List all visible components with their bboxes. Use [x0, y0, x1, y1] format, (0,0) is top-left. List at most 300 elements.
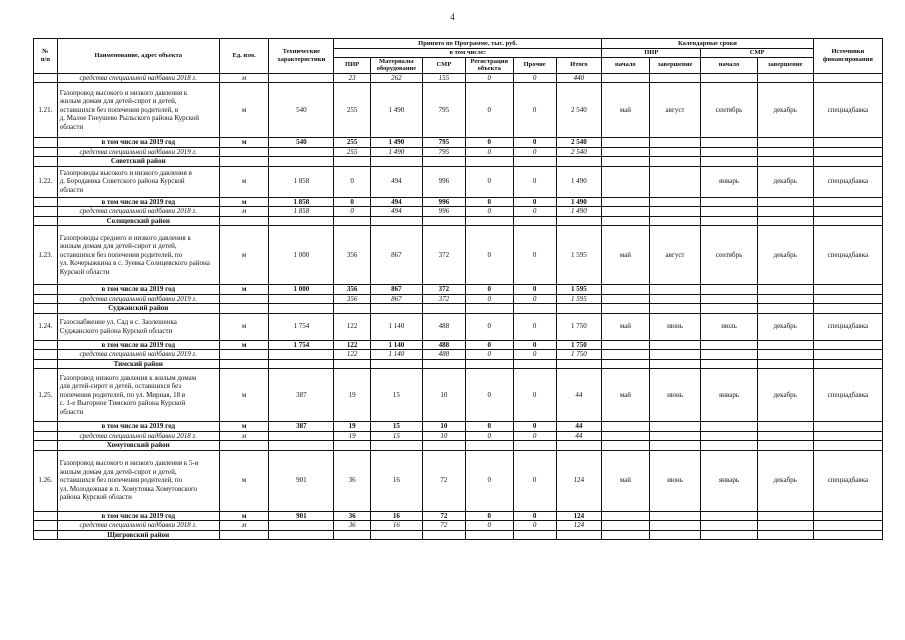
cell-empty	[34, 294, 58, 304]
object-row	[34, 166, 883, 197]
cell-empty	[422, 216, 465, 226]
subtotal-label: в том числе на 2019 год	[57, 285, 219, 295]
cell-empty	[649, 138, 701, 148]
total-value: 124	[556, 521, 601, 531]
pir-value: 122	[334, 313, 371, 340]
object-row	[34, 369, 883, 422]
col-smr-end: завершение	[757, 57, 813, 73]
pir-value: 356	[334, 294, 371, 304]
district-name: Тимский район	[57, 359, 219, 369]
cell-empty	[757, 431, 813, 441]
district-name: Щигровский район	[57, 530, 219, 540]
cell-empty	[649, 431, 701, 441]
smr-value: 10	[422, 369, 465, 422]
special-funds-row	[34, 147, 883, 157]
cell-empty	[701, 340, 757, 350]
object-row	[34, 226, 883, 285]
cell-empty	[602, 422, 650, 432]
unit: м	[219, 521, 269, 531]
cell-empty	[701, 521, 757, 531]
special-funds-label: средства специальной надбавки 2018 г.	[57, 73, 219, 83]
tech-value	[269, 147, 334, 157]
smr-value: 996	[422, 166, 465, 197]
funding-source: спецнадбавка	[813, 369, 882, 422]
unit: м	[219, 166, 269, 197]
cell-empty	[757, 340, 813, 350]
other-value: 0	[513, 511, 556, 521]
cell-empty	[466, 157, 514, 167]
col-total: Итого	[556, 57, 601, 73]
special-funds-label: средства специальной надбавки 2019 г.	[57, 147, 219, 157]
unit: м	[219, 207, 269, 217]
smr-end: декабрь	[757, 313, 813, 340]
cell-empty	[513, 441, 556, 451]
pir-start: май	[602, 450, 650, 511]
cell-empty	[649, 340, 701, 350]
cell-empty	[757, 285, 813, 295]
cell-empty	[701, 138, 757, 148]
pir-value: 356	[334, 285, 371, 295]
cell-empty	[757, 530, 813, 540]
total-value: 2 540	[556, 138, 601, 148]
cell-empty	[219, 304, 269, 314]
cell-empty	[813, 73, 882, 83]
cell-empty	[649, 285, 701, 295]
row-number: 1.26.	[34, 450, 58, 511]
total-value: 1 595	[556, 294, 601, 304]
cell-empty	[556, 216, 601, 226]
smr-value: 996	[422, 197, 465, 207]
cell-empty	[219, 359, 269, 369]
cell-empty	[602, 216, 650, 226]
cell-empty	[422, 157, 465, 167]
total-value: 124	[556, 450, 601, 511]
tech-value: 540	[269, 83, 334, 138]
smr-value: 372	[422, 226, 465, 285]
cell-empty	[813, 511, 882, 521]
reg-value: 0	[466, 313, 514, 340]
cell-empty	[602, 359, 650, 369]
special-funds-row	[34, 431, 883, 441]
smr-start: январь	[701, 166, 757, 197]
col-tech: Технические характеристики	[269, 39, 334, 74]
cell-empty	[757, 294, 813, 304]
cell-empty	[649, 521, 701, 531]
tech-value: 1 754	[269, 313, 334, 340]
cell-empty	[649, 157, 701, 167]
materials-value: 1 490	[370, 147, 422, 157]
cell-empty	[513, 359, 556, 369]
tech-value	[269, 431, 334, 441]
program-table	[33, 38, 883, 540]
cell-empty	[813, 431, 882, 441]
special-funds-row	[34, 294, 883, 304]
reg-value: 0	[466, 207, 514, 217]
materials-value: 15	[370, 369, 422, 422]
smr-start: сентябрь	[701, 226, 757, 285]
cell-empty	[701, 431, 757, 441]
total-value: 1 490	[556, 166, 601, 197]
cell-empty	[602, 431, 650, 441]
col-pir-start: начало	[602, 57, 650, 73]
cell-empty	[34, 340, 58, 350]
special-funds-label: средства специальной надбавки 2018 г.	[57, 431, 219, 441]
pir-value: 19	[334, 431, 371, 441]
unit: м	[219, 138, 269, 148]
cell-empty	[602, 350, 650, 360]
materials-value: 494	[370, 166, 422, 197]
other-value: 0	[513, 450, 556, 511]
cell-empty	[701, 207, 757, 217]
reg-value: 0	[466, 431, 514, 441]
reg-value: 0	[466, 285, 514, 295]
cell-empty	[701, 197, 757, 207]
district-name: Солнцевский район	[57, 216, 219, 226]
pir-start: май	[602, 83, 650, 138]
cell-empty	[556, 530, 601, 540]
cell-empty	[602, 285, 650, 295]
object-name: Газопроводы высокого и низкого давления в д. Бородаевка Советского района Курской области	[57, 166, 219, 197]
cell-empty	[757, 521, 813, 531]
cell-empty	[513, 304, 556, 314]
cell-empty	[34, 431, 58, 441]
smr-value: 10	[422, 431, 465, 441]
other-value: 0	[513, 431, 556, 441]
cell-empty	[269, 216, 334, 226]
col-reg: Регистрация объекта	[466, 57, 514, 73]
total-value: 1 750	[556, 340, 601, 350]
col-pir: ПИР	[334, 57, 371, 73]
cell-empty	[34, 350, 58, 360]
object-name: Газопровод высокого и низкого давления к 5-и жилым домам для детей-сирот и детей, оставшихся без попечения родителей, по ул. Молодежная в п. Хомутовка Хомутовского района Курской области	[57, 450, 219, 511]
cell-empty	[757, 157, 813, 167]
smr-value: 488	[422, 340, 465, 350]
tech-value: 1 858	[269, 166, 334, 197]
cell-empty	[701, 511, 757, 521]
materials-value: 1 140	[370, 340, 422, 350]
col-incl: в том числе:	[334, 49, 602, 58]
pir-value: 36	[334, 521, 371, 531]
object-row	[34, 313, 883, 340]
cell-empty	[649, 216, 701, 226]
special-funds-row	[34, 521, 883, 531]
cell-empty	[370, 530, 422, 540]
pir-end: июнь	[649, 450, 701, 511]
cell-empty	[701, 530, 757, 540]
col-num: № п/п	[34, 39, 58, 74]
object-row	[34, 83, 883, 138]
materials-value: 1 490	[370, 138, 422, 148]
cell-empty	[649, 294, 701, 304]
cell-empty	[34, 521, 58, 531]
smr-end: декабрь	[757, 369, 813, 422]
reg-value: 0	[466, 369, 514, 422]
cell-empty	[513, 530, 556, 540]
unit: м	[219, 422, 269, 432]
other-value: 0	[513, 226, 556, 285]
tech-value: 1 000	[269, 226, 334, 285]
reg-value: 0	[466, 511, 514, 521]
pir-value: 0	[334, 207, 371, 217]
smr-value: 72	[422, 450, 465, 511]
smr-value: 488	[422, 350, 465, 360]
pir-value: 19	[334, 422, 371, 432]
cell-empty	[334, 157, 371, 167]
cell-empty	[813, 340, 882, 350]
smr-end: декабрь	[757, 166, 813, 197]
materials-value: 15	[370, 422, 422, 432]
cell-empty	[757, 359, 813, 369]
cell-empty	[370, 441, 422, 451]
cell-empty	[34, 359, 58, 369]
object-name: Газопровод низкого давления к жилым домам для детей-сирот и детей, оставшихся без попечения родителей, по ул. Мирная, 18 в с. 1-е Выгорное Тимского района Курской области	[57, 369, 219, 422]
cell-empty	[813, 521, 882, 531]
unit: м	[219, 83, 269, 138]
cell-empty	[701, 359, 757, 369]
tech-value: 387	[269, 422, 334, 432]
materials-value: 494	[370, 207, 422, 217]
cell-empty	[334, 441, 371, 451]
cell-empty	[757, 350, 813, 360]
col-cal-pir: ПИР	[602, 49, 701, 58]
cell-empty	[649, 441, 701, 451]
cell-empty	[701, 157, 757, 167]
pir-end: июнь	[649, 313, 701, 340]
cell-empty	[602, 207, 650, 217]
object-name: Газоснабжение ул. Сад в с. Заолешенка Суджанского района Курской области	[57, 313, 219, 340]
cell-empty	[649, 207, 701, 217]
cell-empty	[602, 147, 650, 157]
reg-value: 0	[466, 147, 514, 157]
reg-value: 0	[466, 197, 514, 207]
smr-value: 996	[422, 207, 465, 217]
pir-value: 255	[334, 83, 371, 138]
materials-value: 16	[370, 521, 422, 531]
district-row	[34, 304, 883, 314]
pir-value: 0	[334, 166, 371, 197]
cell-empty	[813, 285, 882, 295]
tech-value	[269, 350, 334, 360]
cell-empty	[34, 304, 58, 314]
cell-empty	[34, 157, 58, 167]
cell-empty	[269, 530, 334, 540]
unit: м	[219, 511, 269, 521]
subtotal-row	[34, 197, 883, 207]
materials-value: 1 140	[370, 350, 422, 360]
funding-source: спецнадбавка	[813, 166, 882, 197]
object-row	[34, 450, 883, 511]
materials-value: 867	[370, 226, 422, 285]
cell-empty	[813, 359, 882, 369]
smr-value: 795	[422, 147, 465, 157]
col-unit: Ед. изм.	[219, 39, 269, 74]
smr-value: 155	[422, 73, 465, 83]
cell-empty	[757, 304, 813, 314]
total-value: 124	[556, 511, 601, 521]
other-value: 0	[513, 83, 556, 138]
cell-empty	[701, 350, 757, 360]
reg-value: 0	[466, 450, 514, 511]
unit: м	[219, 369, 269, 422]
cell-empty	[370, 304, 422, 314]
other-value: 0	[513, 166, 556, 197]
cell-empty	[602, 197, 650, 207]
cell-empty	[34, 73, 58, 83]
cell-empty	[269, 157, 334, 167]
cell-empty	[757, 147, 813, 157]
tech-value: 1 754	[269, 340, 334, 350]
col-name: Наименование, адрес объекта	[57, 39, 219, 74]
tech-value	[269, 521, 334, 531]
smr-start: январь	[701, 369, 757, 422]
cell-empty	[813, 147, 882, 157]
tech-value: 1 000	[269, 285, 334, 295]
materials-value: 1 140	[370, 313, 422, 340]
unit: м	[219, 226, 269, 285]
cell-empty	[34, 216, 58, 226]
subtotal-row	[34, 340, 883, 350]
cell-empty	[422, 304, 465, 314]
materials-value: 16	[370, 450, 422, 511]
subtotal-row	[34, 285, 883, 295]
smr-value: 795	[422, 138, 465, 148]
cell-empty	[34, 530, 58, 540]
special-funds-row	[34, 207, 883, 217]
cell-empty	[757, 138, 813, 148]
pir-start: май	[602, 226, 650, 285]
special-funds-label: средства специальной надбавки 2018 г.	[57, 207, 219, 217]
pir-start: май	[602, 313, 650, 340]
smr-value: 372	[422, 285, 465, 295]
district-row	[34, 441, 883, 451]
subtotal-row	[34, 422, 883, 432]
cell-empty	[269, 441, 334, 451]
tech-value: 1 858	[269, 197, 334, 207]
district-row	[34, 216, 883, 226]
funding-source: спецнадбавка	[813, 83, 882, 138]
reg-value: 0	[466, 166, 514, 197]
other-value: 0	[513, 285, 556, 295]
cell-empty	[813, 207, 882, 217]
cell-empty	[370, 157, 422, 167]
materials-value: 494	[370, 197, 422, 207]
district-row	[34, 157, 883, 167]
special-funds-label: средства специальной надбавки 2019 г.	[57, 294, 219, 304]
reg-value: 0	[466, 73, 514, 83]
row-number: 1.22.	[34, 166, 58, 197]
total-value: 1 490	[556, 207, 601, 217]
cell-empty	[757, 422, 813, 432]
special-funds-label: средства специальной надбавки 2018 г.	[57, 521, 219, 531]
unit: м	[219, 450, 269, 511]
cell-empty	[422, 441, 465, 451]
pir-end: август	[649, 226, 701, 285]
col-materials: Материалы оборудование	[370, 57, 422, 73]
cell-empty	[34, 511, 58, 521]
cell-empty	[602, 304, 650, 314]
cell-empty	[813, 197, 882, 207]
cell-empty	[701, 285, 757, 295]
smr-value: 10	[422, 422, 465, 432]
cell-empty	[556, 304, 601, 314]
cell-empty	[269, 359, 334, 369]
cell-empty	[813, 422, 882, 432]
total-value: 2 540	[556, 83, 601, 138]
reg-value: 0	[466, 83, 514, 138]
subtotal-label: в том числе на 2019 год	[57, 197, 219, 207]
cell-empty	[334, 530, 371, 540]
tech-value: 1 858	[269, 207, 334, 217]
cell-empty	[34, 138, 58, 148]
row-number: 1.23.	[34, 226, 58, 285]
cell-empty	[757, 441, 813, 451]
total-value: 2 540	[556, 147, 601, 157]
other-value: 0	[513, 521, 556, 531]
subtotal-label: в том числе на 2019 год	[57, 138, 219, 148]
total-value: 44	[556, 431, 601, 441]
cell-empty	[602, 73, 650, 83]
materials-value: 15	[370, 431, 422, 441]
col-smr-start: начало	[701, 57, 757, 73]
cell-empty	[649, 511, 701, 521]
cell-empty	[602, 521, 650, 531]
other-value: 0	[513, 138, 556, 148]
cell-empty	[649, 530, 701, 540]
total-value: 1 750	[556, 313, 601, 340]
cell-empty	[602, 530, 650, 540]
cell-empty	[370, 216, 422, 226]
subtotal-label: в том числе на 2019 год	[57, 511, 219, 521]
cell-empty	[556, 157, 601, 167]
row-number: 1.24.	[34, 313, 58, 340]
smr-value: 795	[422, 83, 465, 138]
reg-value: 0	[466, 226, 514, 285]
cell-empty	[466, 359, 514, 369]
other-value: 0	[513, 207, 556, 217]
subtotal-row	[34, 138, 883, 148]
col-cal-smr: СМР	[701, 49, 813, 58]
total-value: 44	[556, 422, 601, 432]
tech-value	[269, 73, 334, 83]
other-value: 0	[513, 73, 556, 83]
cell-empty	[556, 441, 601, 451]
cell-empty	[813, 216, 882, 226]
table-body	[34, 73, 883, 540]
smr-start: январь	[701, 450, 757, 511]
materials-value: 16	[370, 511, 422, 521]
reg-value: 0	[466, 521, 514, 531]
cell-empty	[701, 216, 757, 226]
unit: м	[219, 197, 269, 207]
cell-empty	[701, 422, 757, 432]
total-value: 440	[556, 73, 601, 83]
other-value: 0	[513, 313, 556, 340]
other-value: 0	[513, 340, 556, 350]
row-number: 1.25.	[34, 369, 58, 422]
cell-empty	[813, 441, 882, 451]
tech-value: 387	[269, 369, 334, 422]
other-value: 0	[513, 197, 556, 207]
cell-empty	[556, 359, 601, 369]
row-number: 1.21.	[34, 83, 58, 138]
smr-end: декабрь	[757, 83, 813, 138]
funding-source: спецнадбавка	[813, 313, 882, 340]
cell-empty	[513, 216, 556, 226]
cell-empty	[34, 147, 58, 157]
cell-empty	[602, 157, 650, 167]
col-smr: СМР	[422, 57, 465, 73]
cell-empty	[757, 511, 813, 521]
